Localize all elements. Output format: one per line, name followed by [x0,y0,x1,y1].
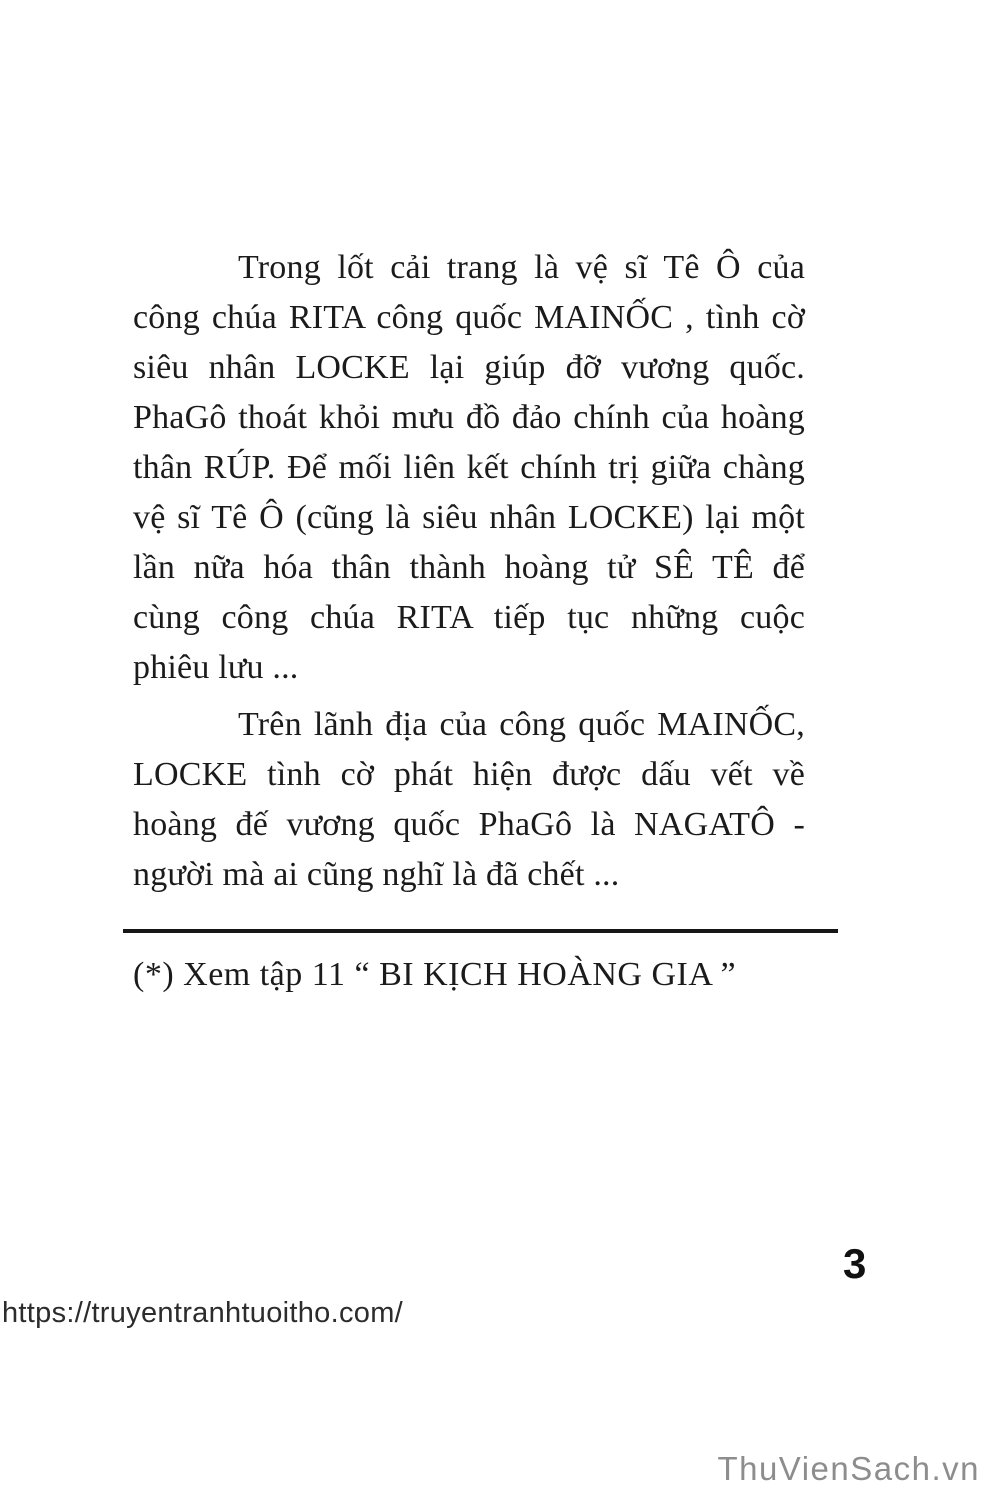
intro-text-block [133,243,805,900]
text-line: Trong lốt cải trang là vệ sĩ Tê Ô của [238,249,805,286]
text-line: thân RÚP. Để mối liên kết chính trị giữa chàng [133,449,805,486]
text-line: lần nữa hóa thân thành hoàng tử SÊ TÊ để [133,549,805,586]
text-line: hoàng đế vương quốc PhaGô là NAGATÔ - [133,806,805,843]
text-line: PhaGô thoát khỏi mưu đồ đảo chính của hoàng [133,399,805,436]
footnote-divider [123,929,838,933]
text-line: siêu nhân LOCKE lại giúp đỡ vương quốc. [133,349,805,386]
watermark-text: ThuVienSach.vn [717,1450,980,1487]
text-line: công chúa RITA công quốc MAINỐC , tình cờ [133,299,805,336]
paragraph-1 [133,243,805,693]
text-line: vệ sĩ Tê Ô (cũng là siêu nhân LOCKE) lại một [133,499,805,536]
text-line: người mà ai cũng nghĩ là đã chết ... [133,856,620,893]
paragraph-2 [133,700,805,900]
text-line: phiêu lưu ... [133,649,299,686]
text-line: Trên lãnh địa của công quốc MAINỐC, [238,706,805,743]
text-line: LOCKE tình cờ phát hiện được dấu vết về [133,756,805,793]
page-number: 3 [843,1240,867,1287]
source-url-text: https://truyentranhtuoitho.com/ [2,1297,404,1329]
text-line: cùng công chúa RITA tiếp tục những cuộc [133,599,805,636]
footnote-text: (*) Xem tập 11 “ BI KỊCH HOÀNG GIA ” [133,956,737,993]
